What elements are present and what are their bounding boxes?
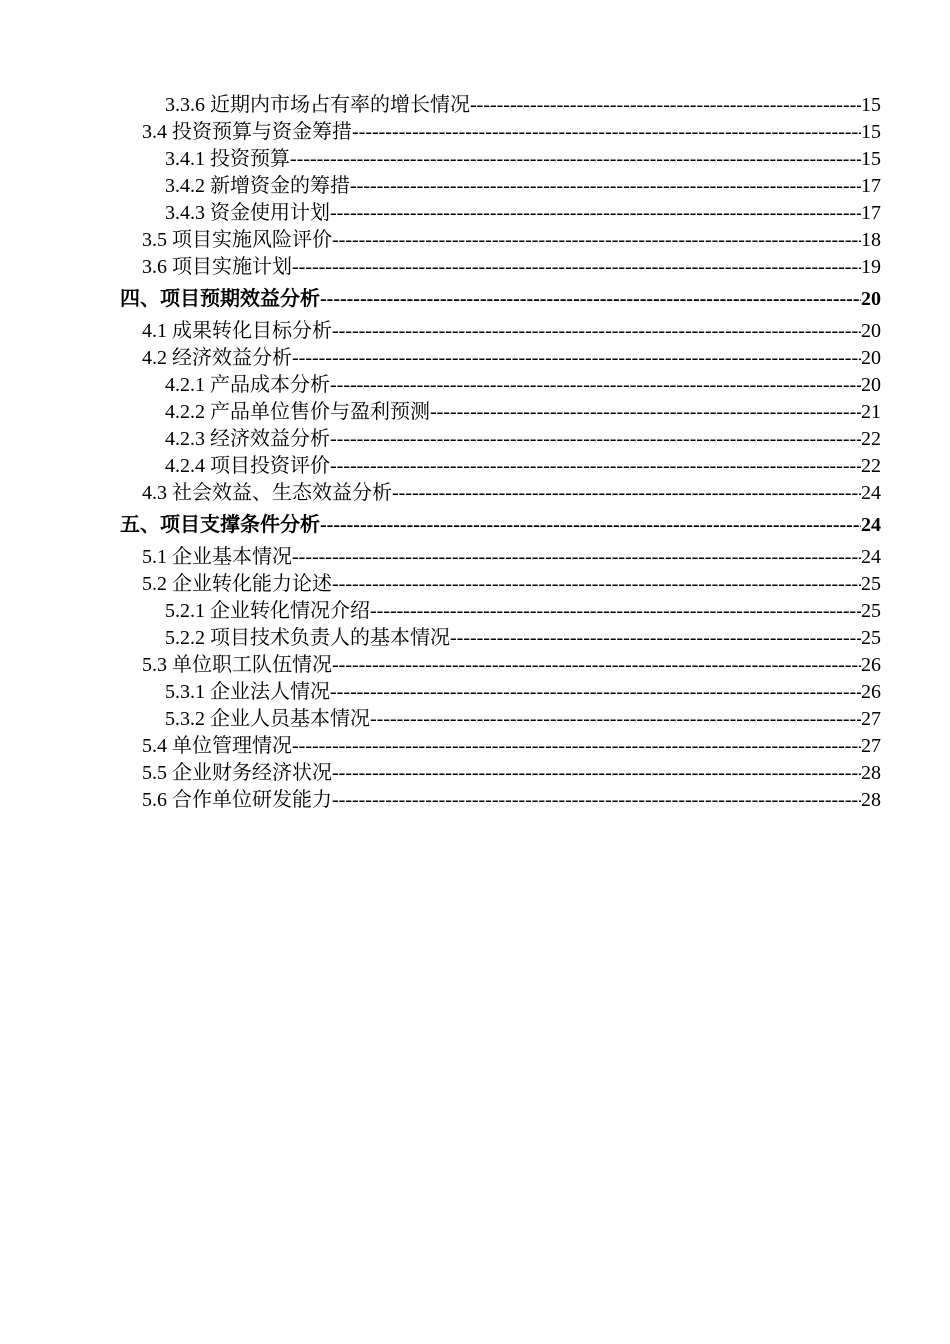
toc-leader bbox=[370, 598, 861, 625]
toc-entry-page: 19 bbox=[861, 256, 881, 278]
toc-leader bbox=[330, 679, 861, 706]
toc-entry-title: 4.1 成果转化目标分析 bbox=[142, 320, 332, 342]
toc-leader bbox=[332, 760, 861, 787]
toc-entry[interactable] bbox=[0, 200, 881, 227]
toc-entry-page: 27 bbox=[861, 708, 881, 730]
toc-entry[interactable] bbox=[0, 318, 881, 345]
toc-entry-title: 3.4.2 新增资金的筹措 bbox=[165, 175, 350, 197]
toc-leader bbox=[352, 119, 861, 146]
toc-entry[interactable] bbox=[0, 598, 881, 625]
toc-entry[interactable] bbox=[0, 399, 881, 426]
toc-entry[interactable] bbox=[0, 544, 881, 571]
toc-entry[interactable] bbox=[0, 480, 881, 507]
toc-entry-title: 5.5 企业财务经济状况 bbox=[142, 762, 332, 784]
toc-entry-page: 22 bbox=[861, 455, 881, 477]
toc-entry-title: 4.2.3 经济效益分析 bbox=[165, 428, 330, 450]
toc-entry-page: 18 bbox=[861, 229, 881, 251]
toc-entry[interactable] bbox=[0, 426, 881, 453]
toc-leader bbox=[332, 652, 861, 679]
toc-leader bbox=[330, 453, 861, 480]
toc-leader bbox=[450, 625, 861, 652]
toc-entry-page: 20 bbox=[861, 288, 881, 310]
toc-entry-title: 4.2.1 产品成本分析 bbox=[165, 374, 330, 396]
toc-leader bbox=[332, 787, 861, 814]
toc-entry-page: 26 bbox=[861, 654, 881, 676]
toc-entry[interactable] bbox=[0, 652, 881, 679]
toc-entry-page: 25 bbox=[861, 627, 881, 649]
toc-entry[interactable] bbox=[0, 760, 881, 787]
toc-entry[interactable] bbox=[0, 733, 881, 760]
toc-leader bbox=[320, 281, 861, 318]
toc-leader bbox=[330, 200, 861, 227]
toc-entry[interactable] bbox=[0, 254, 881, 281]
toc-leader bbox=[320, 507, 861, 544]
toc-entry-title: 5.6 合作单位研发能力 bbox=[142, 789, 332, 811]
toc-leader bbox=[332, 571, 861, 598]
toc-leader bbox=[330, 426, 861, 453]
toc-entry-page: 17 bbox=[861, 175, 881, 197]
toc-entry-title: 4.2.2 产品单位售价与盈利预测 bbox=[165, 401, 430, 423]
toc-entry-title: 3.4.3 资金使用计划 bbox=[165, 202, 330, 224]
table-of-contents bbox=[0, 92, 950, 814]
toc-leader bbox=[332, 227, 861, 254]
toc-leader bbox=[330, 372, 861, 399]
toc-entry-page: 20 bbox=[861, 320, 881, 342]
toc-leader bbox=[392, 480, 861, 507]
toc-leader bbox=[350, 173, 861, 200]
toc-entry-page: 28 bbox=[861, 789, 881, 811]
toc-entry-title: 5.3 单位职工队伍情况 bbox=[142, 654, 332, 676]
toc-entry[interactable] bbox=[0, 679, 881, 706]
toc-entry-page: 17 bbox=[861, 202, 881, 224]
toc-entry-page: 26 bbox=[861, 681, 881, 703]
toc-entry-title: 5.2.2 项目技术负责人的基本情况 bbox=[165, 627, 450, 649]
toc-leader bbox=[370, 706, 861, 733]
toc-leader bbox=[430, 399, 861, 426]
toc-entry[interactable] bbox=[0, 571, 881, 598]
toc-entry-title: 五、项目支撑条件分析 bbox=[120, 514, 320, 536]
toc-leader bbox=[292, 733, 861, 760]
toc-entry[interactable] bbox=[0, 173, 881, 200]
toc-entry[interactable] bbox=[0, 227, 881, 254]
toc-entry-title: 5.3.2 企业人员基本情况 bbox=[165, 708, 370, 730]
toc-entry-title: 4.3 社会效益、生态效益分析 bbox=[142, 482, 392, 504]
toc-entry-title: 3.4.1 投资预算 bbox=[165, 148, 290, 170]
toc-entry-page: 28 bbox=[861, 762, 881, 784]
toc-entry-page: 15 bbox=[861, 94, 881, 116]
toc-entry[interactable] bbox=[0, 706, 881, 733]
toc-entry[interactable] bbox=[0, 146, 881, 173]
toc-entry-page: 15 bbox=[861, 121, 881, 143]
toc-entry-page: 25 bbox=[861, 600, 881, 622]
toc-entry-title: 5.3.1 企业法人情况 bbox=[165, 681, 330, 703]
toc-entry-title: 3.3.6 近期内市场占有率的增长情况 bbox=[165, 94, 470, 116]
toc-entry-title: 5.2.1 企业转化情况介绍 bbox=[165, 600, 370, 622]
toc-entry[interactable] bbox=[0, 453, 881, 480]
toc-entry-title: 3.4 投资预算与资金筹措 bbox=[142, 121, 352, 143]
toc-chapter-entry[interactable] bbox=[0, 281, 881, 318]
toc-entry-page: 20 bbox=[861, 347, 881, 369]
toc-entry-title: 3.5 项目实施风险评价 bbox=[142, 229, 332, 251]
toc-entry-page: 27 bbox=[861, 735, 881, 757]
toc-entry-page: 22 bbox=[861, 428, 881, 450]
toc-entry-page: 24 bbox=[861, 482, 881, 504]
toc-entry-page: 15 bbox=[861, 148, 881, 170]
toc-leader bbox=[332, 318, 861, 345]
toc-entry-title: 四、项目预期效益分析 bbox=[120, 288, 320, 310]
toc-entry[interactable] bbox=[0, 372, 881, 399]
toc-leader bbox=[292, 345, 861, 372]
toc-chapter-entry[interactable] bbox=[0, 507, 881, 544]
toc-entry-page: 24 bbox=[861, 514, 881, 536]
toc-entry[interactable] bbox=[0, 345, 881, 372]
toc-entry-page: 21 bbox=[861, 401, 881, 423]
toc-entry[interactable] bbox=[0, 625, 881, 652]
toc-entry[interactable] bbox=[0, 119, 881, 146]
toc-entry-title: 4.2 经济效益分析 bbox=[142, 347, 292, 369]
toc-entry[interactable] bbox=[0, 92, 881, 119]
toc-leader bbox=[470, 92, 861, 119]
toc-entry-page: 24 bbox=[861, 546, 881, 568]
toc-entry-title: 5.2 企业转化能力论述 bbox=[142, 573, 332, 595]
toc-entry-page: 20 bbox=[861, 374, 881, 396]
toc-entry-title: 5.1 企业基本情况 bbox=[142, 546, 292, 568]
toc-entry-title: 4.2.4 项目投资评价 bbox=[165, 455, 330, 477]
toc-entry-page: 25 bbox=[861, 573, 881, 595]
toc-leader bbox=[292, 254, 861, 281]
toc-leader bbox=[292, 544, 861, 571]
toc-entry[interactable] bbox=[0, 787, 881, 814]
toc-entry-title: 5.4 单位管理情况 bbox=[142, 735, 292, 757]
toc-leader bbox=[290, 146, 861, 173]
toc-entry-title: 3.6 项目实施计划 bbox=[142, 256, 292, 278]
